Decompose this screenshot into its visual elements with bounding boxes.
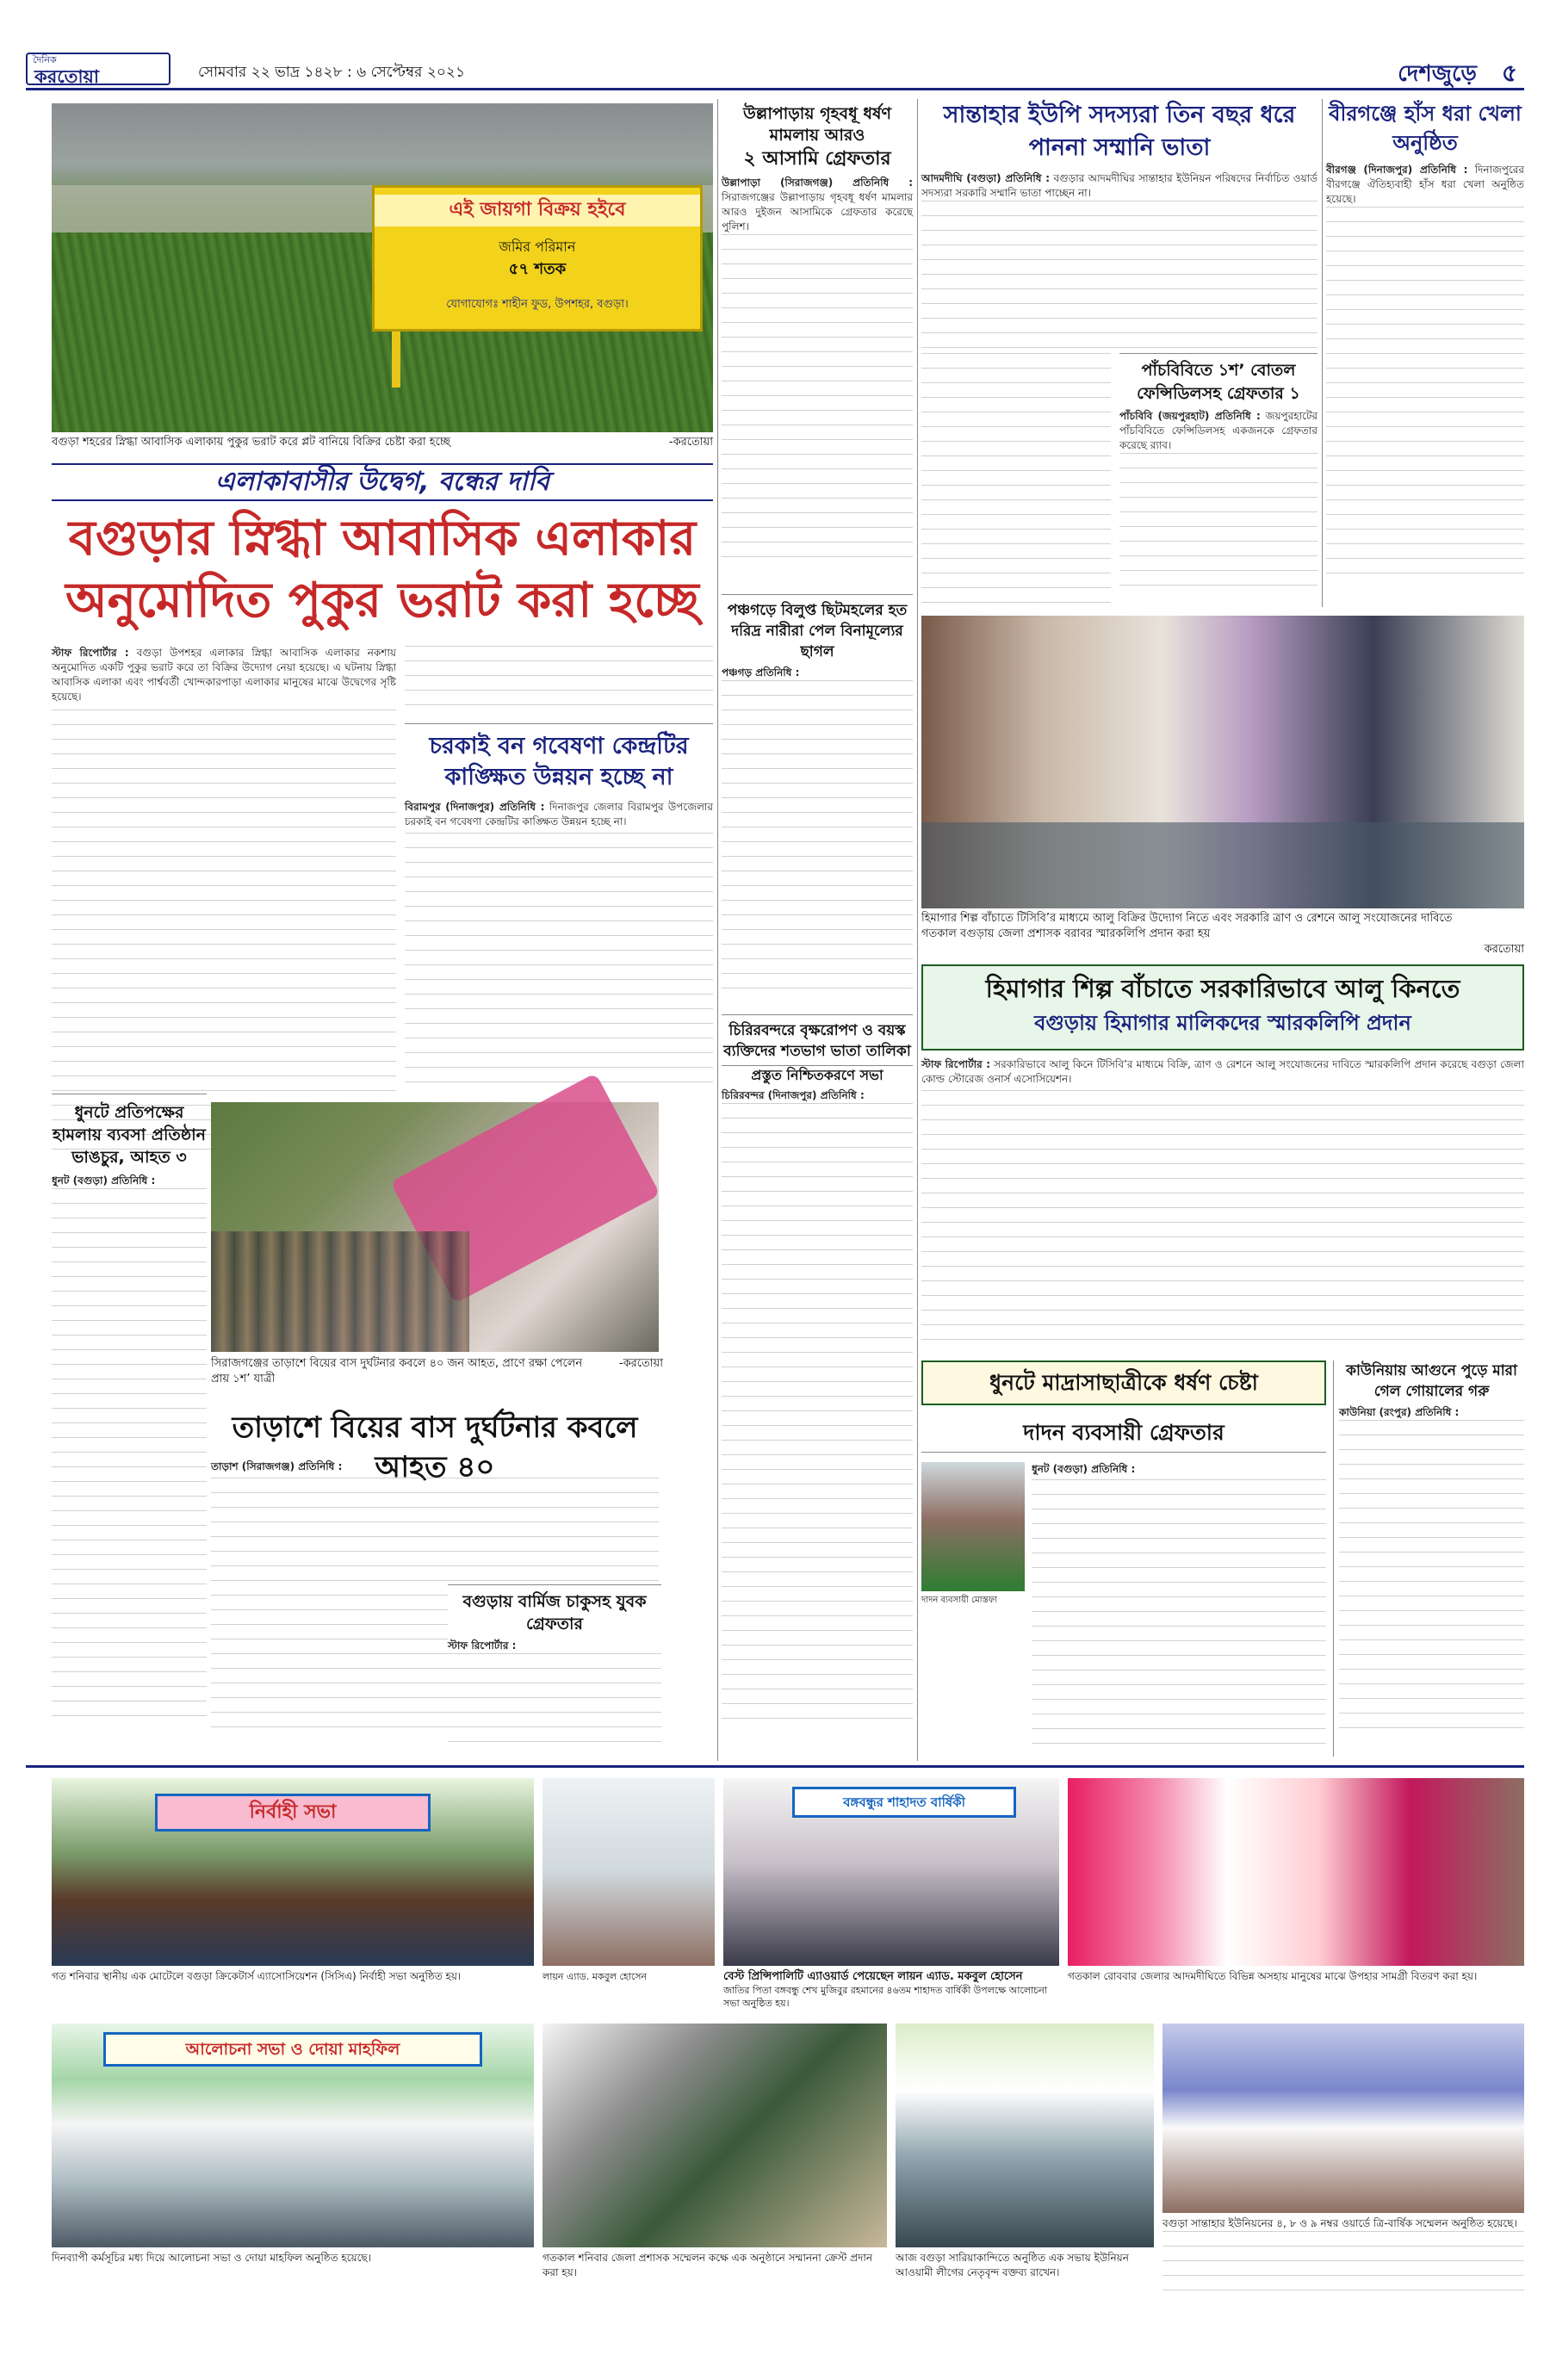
lead-byline: স্টাফ রিপোর্টার : bbox=[52, 647, 129, 659]
chaku-headline: বগুড়ায় বার্মিজ চাকুসহ যুবক গ্রেফতার bbox=[462, 1592, 647, 1633]
madrasa-story bbox=[921, 1360, 1326, 1757]
cold-storage-body bbox=[921, 1057, 1524, 1350]
lead-body bbox=[52, 646, 396, 1162]
sign-area-value: ৫৭ শতক bbox=[508, 260, 567, 278]
bottom-photo-6-caption: গতকাল শনিবার জেলা প্রশাসক সম্মেলন কক্ষে এক অনুষ্ঠানে সম্মাননা ক্রেস্ট প্রদান করা হয়। bbox=[542, 2252, 873, 2278]
madrasa-accused-photo bbox=[921, 1462, 1025, 1591]
santahar-body-continued bbox=[921, 353, 1111, 611]
bottom-story-award-headline: বেস্ট প্রিন্সিপালিটি এ্যাওয়ার্ড পেয়েছেন লায়ন এ্যাড. মকবুল হোসেন bbox=[723, 1970, 1023, 1983]
ullapara-byline: উল্লাপাড়া (সিরাজগঞ্জ) প্রতিনিধি : bbox=[722, 177, 913, 189]
kaunia-story bbox=[1333, 1360, 1524, 1757]
column-rule bbox=[1322, 99, 1323, 607]
lead-headline bbox=[52, 508, 713, 637]
bottom-photo-8-story bbox=[1162, 2216, 1524, 2311]
chiribandar-subhead: প্রস্তুত নিশ্চিতকরণে সভা bbox=[722, 1065, 913, 1085]
for-sale-sign bbox=[372, 185, 703, 332]
section-divider bbox=[26, 1765, 1524, 1768]
lead-body-continued bbox=[405, 646, 713, 715]
forest-story bbox=[405, 723, 713, 1145]
forest-headline: চরকাই বন গবেষণা কেন্দ্রটির কাঙ্ক্ষিত উন্নয়ন হচ্ছে না bbox=[429, 733, 689, 790]
chiribandar-headline: চিরিরবন্দরে বৃক্ষরোপণ ও বয়স্ক ব্যক্তিদের শতভাগ ভাতা তালিকা bbox=[723, 1022, 911, 1060]
madrasa-photo-caption: দাদন ব্যবসায়ী মোস্তফা bbox=[921, 1596, 997, 1605]
bus-byline: তাড়াশ (সিরাজগঞ্জ) প্রতিনিধি : bbox=[211, 1460, 343, 1472]
madrasa-subhead: দাদন ব্যবসায়ী গ্রেফতার bbox=[921, 1414, 1326, 1453]
madrasa-headline: ধুনটে মাদ্রাসাছাত্রীকে ধর্ষণ চেষ্টা bbox=[989, 1370, 1258, 1395]
lead-headline-line-2: অনুমোদিত পুকুর ভরাট করা হচ্ছে bbox=[65, 573, 699, 629]
kaunia-headline: কাউনিয়ায় আগুনে পুড়ে মারা গেল গোয়ালের গরু bbox=[1346, 1362, 1517, 1400]
kaunia-byline: কাউনিয়া (রংপুর) প্রতিনিধি : bbox=[1339, 1406, 1460, 1418]
page-masthead bbox=[26, 47, 1524, 90]
bottom-photo-8 bbox=[1162, 2024, 1524, 2213]
bottom-photo-5-caption: দিনব্যাপী কর্মসূচির মধ্য দিয়ে আলোচনা সভা ও দোয়া মাহফিল অনুষ্ঠিত হয়েছে। bbox=[52, 2252, 371, 2264]
panchagarh-story bbox=[722, 594, 913, 1007]
dhunat-shop-headline: ধুনটে প্রতিপক্ষের হামলায় ব্যবসা প্রতিষ্ঠান ভাঙচুর, আহত ৩ bbox=[53, 1103, 206, 1167]
bottom-photo-1-banner bbox=[155, 1794, 431, 1831]
bus-photo-credit: -করতোয়া bbox=[618, 1357, 663, 1370]
bottom-photo-3-banner bbox=[792, 1787, 1016, 1818]
bottom-photo-2-portrait bbox=[542, 1778, 715, 1966]
bus-photo-caption: সিরাজগঞ্জের তাড়াশে বিয়ের বাস দুর্ঘটনার কবলে ৪০ জন আহত, প্রাণে রক্ষা পেলেন প্রায় ১শ’ যাত্রী bbox=[211, 1357, 583, 1385]
birganj-byline: বীরগঞ্জ (দিনাজপুর) প্রতিনিধি : bbox=[1326, 164, 1468, 176]
bottom-photo-1-banner-text: নির্বাহী সভা bbox=[249, 1801, 337, 1823]
chiribandar-story bbox=[722, 1014, 913, 1755]
cold-storage-subhead: বগুড়ায় হিমাগার মালিকদের স্মারকলিপি প্রদান bbox=[1034, 1011, 1411, 1035]
birganj-text: দিনাজপুরের বীরগঞ্জে ঐতিহ্যবাহী হাঁস ধরা খেলা অনুষ্ঠিত হয়েছে। bbox=[1326, 164, 1524, 205]
column-rule bbox=[917, 99, 918, 1761]
bottom-photo-1 bbox=[52, 1778, 534, 1966]
dhunat-shop-story bbox=[52, 1094, 207, 1765]
cold-storage-byline: স্টাফ রিপোর্টার : bbox=[921, 1058, 991, 1070]
cold-storage-photo-caption: হিমাগার শিল্প বাঁচাতে টিসিবি’র মাধ্যমে আলু বিক্রির উদ্যোগ নিতে এবং সরকারি ত্রাণ ও রেশনে আলু সংযোজনের দাবিতে গতকাল বগুড়ায় জেলা প্রশাসক বরাবর স্মারকলিপি প্রদান করা হয় bbox=[921, 912, 1453, 940]
logo-name: করতোয়া bbox=[34, 66, 99, 87]
birganj-story bbox=[1326, 99, 1524, 607]
bottom-photo-8-caption: বগুড়া সান্তাহার ইউনিয়নের ৪, ৮ ও ৯ নম্বর ওয়ার্ডে ত্রি-বার্ষিক সম্মেলন অনুষ্ঠিত হয়েছে। bbox=[1162, 2217, 1517, 2229]
birganj-headline: বীরগঞ্জে হাঁস ধরা খেলা অনুষ্ঠিত bbox=[1329, 102, 1522, 155]
section-title: দেশজুড়ে bbox=[1398, 61, 1477, 87]
lead-kicker bbox=[52, 463, 713, 501]
lead-kicker-text: এলাকাবাসীর উদ্বেগ, বন্ধের দাবি bbox=[214, 467, 550, 497]
panchagarh-headline: পঞ্চগড়ে বিলুপ্ত ছিটমহলের হত দরিদ্র নারীরা পেল বিনামূল্যের ছাগল bbox=[727, 602, 908, 660]
ullapara-headline: উল্লাপাড়ায় গৃহবধূ ধর্ষণ মামলায় আরও bbox=[743, 104, 891, 145]
lead-photo bbox=[52, 103, 713, 432]
bottom-photo-3-banner-text: বঙ্গবন্ধুর শাহাদত বার্ষিকী bbox=[843, 1794, 965, 1810]
phensidyl-story bbox=[1119, 353, 1318, 611]
cold-storage-photo-credit: করতোয়া bbox=[1484, 943, 1524, 956]
bus-headline: তাড়াশে বিয়ের বাস দুর্ঘটনার কবলে আহত ৪০ bbox=[232, 1410, 638, 1484]
forest-text: দিনাজপুর জেলার বিরামপুর উপজেলার চরকাই বন গবেষণা কেন্দ্রটির কাঙ্ক্ষিত উন্নয়ন হচ্ছে না। bbox=[405, 801, 713, 827]
chaku-byline: স্টাফ রিপোর্টার : bbox=[448, 1639, 517, 1652]
issue-date: সোমবার ২২ ভাদ্র ১৪২৮ : ৬ সেপ্টেম্বর ২০২১ bbox=[198, 64, 466, 81]
column-rule bbox=[717, 99, 718, 1761]
dhunat-shop-byline: ধুনট (বগুড়া) প্রতিনিধি : bbox=[52, 1175, 156, 1187]
santahar-byline: আদমদীঘি (বগুড়া) প্রতিনিধি : bbox=[921, 172, 1050, 184]
bottom-photo-4 bbox=[1068, 1778, 1524, 1966]
bottom-photo-2-caption: লায়ন এ্যাড. মকবুল হোসেন bbox=[542, 1971, 648, 1982]
bottom-story-award-text: জাতির পিতা বঙ্গবন্ধু শেখ মুজিবুর রহমানের ৪৬তম শাহাদত বার্ষিকী উপলক্ষে আলোচনা সভা অনুষ্ঠিত হয়। bbox=[723, 1985, 1047, 2009]
lead-text: বগুড়া উপশহর এলাকার স্নিগ্ধা আবাসিক এলাকার নকশায় অনুমোদিত একটি পুকুর ভরাট করে তা বিক্রির উদ্যোগ নেয়া হয়েছে। এ ঘটনায় স্নিগ্ধা আবাসিক এলাকা এবং পার্শ্ববর্তী খোন্দকারপাড়া এলাকার মানুষের মাঝে উদ্বেগের সৃষ্টি হয়েছে। bbox=[52, 647, 396, 703]
bottom-story-award bbox=[723, 1969, 1059, 2017]
bottom-photo-5 bbox=[52, 2024, 534, 2247]
ullapara-text: সিরাজগঞ্জের উল্লাপাড়ায় গৃহবধূ ধর্ষণ মামলার আরও দুইজন আসামিকে গ্রেফতার করেছে পুলিশ। bbox=[722, 191, 913, 232]
bottom-photo-5-banner bbox=[103, 2032, 482, 2067]
sign-contact: যোগাযোগঃ শাহীন ফুড, উপশহর, বগুড়া। bbox=[446, 298, 629, 311]
chaku-story bbox=[448, 1584, 661, 1757]
bottom-photo-7 bbox=[896, 2024, 1154, 2247]
ullapara-story bbox=[722, 103, 913, 586]
page-number: ৫ bbox=[1501, 59, 1517, 87]
lead-headline-line-1: বগুড়ার স্নিগ্ধা আবাসিক এলাকার bbox=[68, 511, 697, 567]
cold-storage-headline: হিমাগার শিল্প বাঁচাতে সরকারিভাবে আলু কিনতে bbox=[985, 974, 1460, 1003]
panchagarh-byline: পঞ্চগড় প্রতিনিধি : bbox=[722, 666, 800, 679]
bottom-photo-7-caption: আজ বগুড়া সারিয়াকান্দিতে অনুষ্ঠিত এক সভায় ইউনিয়ন আওয়ামী লীগের নেতৃবৃন্দ বক্তব্য রাখেন। bbox=[896, 2252, 1129, 2278]
bottom-photo-5-banner-text: আলোচনা সভা ও দোয়া মাহফিল bbox=[185, 2040, 400, 2059]
lead-photo-credit: -করতোয়া bbox=[668, 436, 713, 449]
cold-storage-text: সরকারিভাবে আলু কিনে টিসিবি’র মাধ্যমে বিক্রি, ত্রাণ ও রেশনে আলু সংযোজনের দাবিতে স্মারকলিপি প্রদান করেছে বগুড়া জেলা কোল্ড স্টোরেজ ওনার্স এসোসিয়েশন। bbox=[921, 1058, 1524, 1085]
madrasa-headline-box bbox=[921, 1360, 1326, 1405]
bottom-photo-1-caption: গত শনিবার স্থানীয় এক মোটেলে বগুড়া ক্রিকেটার্স এ্যাসোসিয়েশন (সিসিএ) নির্বাহী সভা অনুষ্ঠিত হয়। bbox=[52, 1970, 462, 1982]
cold-storage-photo bbox=[921, 616, 1524, 908]
newspaper-logo bbox=[26, 53, 170, 85]
bottom-photo-4-caption: গতকাল রোববার জেলার আদমদীঘিতে বিভিন্ন অসহায় মানুষের মাঝে উপহার সামগ্রী বিতরণ করা হয়। bbox=[1068, 1970, 1478, 1982]
chiribandar-byline: চিরিরবন্দর (দিনাজপুর) প্রতিনিধি : bbox=[722, 1089, 865, 1101]
santahar-text: বগুড়ার আদমদীঘির সান্তাহার ইউনিয়ন পরিষদের নির্বাচিত ওয়ার্ড সদস্যরা সরকারি সম্মানি ভাতা পাচ্ছেন না। bbox=[921, 172, 1318, 199]
santahar-headline: সান্তাহার ইউপি সদস্যরা তিন বছর ধরে পাননা সম্মানি ভাতা bbox=[943, 102, 1296, 161]
ullapara-headline-2: ২ আসামি গ্রেফতার bbox=[743, 148, 891, 170]
logo-prefix: দৈনিক bbox=[33, 54, 57, 65]
forest-byline: বিরামপুর (দিনাজপুর) প্রতিনিধি : bbox=[405, 801, 545, 813]
madrasa-byline: ধুনট (বগুড়া) প্রতিনিধি : bbox=[1032, 1463, 1136, 1475]
bottom-photo-3 bbox=[723, 1778, 1059, 1966]
cold-storage-headline-box bbox=[921, 964, 1524, 1051]
lead-photo-caption: বগুড়া শহরের স্নিগ্ধা আবাসিক এলাকায় পুকুর ভরাট করে প্লট বানিয়ে বিক্রির চেষ্টা করা হচ্ছে bbox=[52, 436, 451, 449]
sign-title: এই জায়গা বিক্রয় হইবে bbox=[375, 195, 700, 226]
sign-area-label: জমির পরিমান bbox=[499, 239, 576, 255]
bottom-photo-6 bbox=[542, 2024, 887, 2247]
phensidyl-headline: পাঁচবিবিতে ১শ’ বোতল ফেন্সিডিলসহ গ্রেফতার ১ bbox=[1137, 361, 1300, 403]
phensidyl-byline: পাঁচবিবি (জয়পুরহাট) প্রতিনিধি : bbox=[1119, 410, 1261, 422]
phensidyl-text: জয়পুরহাটের পাঁচবিবিতে ফেন্সিডিলসহ একজনকে গ্রেফতার করেছে র‌্যাব। bbox=[1119, 410, 1318, 451]
bus-accident-photo bbox=[211, 1102, 659, 1352]
